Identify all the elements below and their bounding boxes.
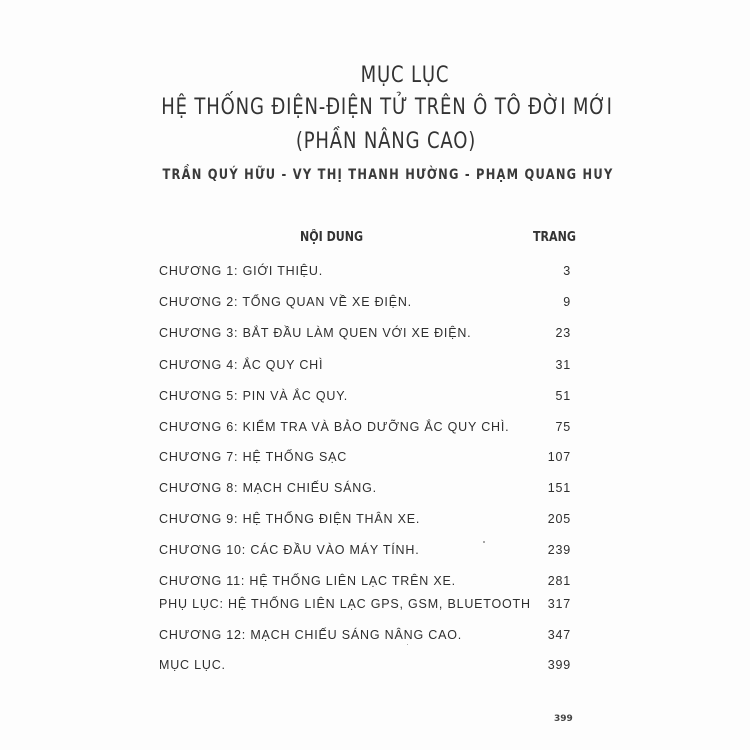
- toc-entry[interactable]: [159, 387, 571, 407]
- toc-entry-page: 347: [547, 628, 571, 642]
- toc-entry-title: CHƯƠNG 11: HỆ THỐNG LIÊN LẠC TRÊN XE.: [159, 574, 456, 588]
- toc-entry-page: 23: [555, 326, 571, 340]
- book-subtitle: (PHẦN NÂNG CAO): [295, 129, 477, 154]
- toc-entry-page: 9: [563, 295, 571, 309]
- toc-entry[interactable]: [159, 656, 571, 676]
- print-speck: [483, 541, 485, 543]
- toc-entry-title: CHƯƠNG 6: KIỂM TRA VÀ BẢO DƯỠNG ẮC QUY CHÌ.: [159, 420, 510, 434]
- toc-entry-page: 205: [547, 512, 571, 526]
- toc-entry-title: PHỤ LỤC: HỆ THỐNG LIÊN LẠC GPS, GSM, BLUETOOTH: [159, 597, 531, 611]
- toc-entry-title: CHƯƠNG 1: GIỚI THIỆU.: [159, 264, 323, 278]
- toc-entry-page: 51: [555, 389, 571, 403]
- toc-entry-page: 317: [547, 597, 571, 611]
- toc-entry-page: 281: [547, 574, 571, 588]
- toc-entry[interactable]: [159, 356, 571, 376]
- toc-entry-title: MỤC LỤC.: [159, 658, 226, 672]
- toc-entry-title: CHƯƠNG 5: PIN VÀ ẮC QUY.: [159, 389, 349, 403]
- toc-entry[interactable]: [159, 262, 571, 282]
- toc-entry-title: CHƯƠNG 3: BẮT ĐẦU LÀM QUEN VỚI XE ĐIỆN.: [159, 326, 472, 340]
- print-speck: [407, 644, 408, 645]
- toc-entry-page: 399: [547, 658, 571, 672]
- toc-entry-page: 3: [563, 264, 571, 278]
- column-header-page: TRANG: [533, 230, 576, 245]
- toc-entry-page: 239: [547, 543, 571, 557]
- toc-entry-title: CHƯƠNG 9: HỆ THỐNG ĐIỆN THÂN XE.: [159, 512, 421, 526]
- page-header: [0, 62, 750, 192]
- toc-entry-page: 75: [555, 420, 571, 434]
- toc-entry[interactable]: [159, 572, 571, 592]
- book-authors: TRẦN QUÝ HỮU - VY THỊ THANH HƯỜNG - PHẠM QUANG HUY: [162, 167, 614, 183]
- toc-entry[interactable]: [159, 541, 571, 561]
- page-number: 399: [554, 714, 573, 724]
- book-title: HỆ THỐNG ĐIỆN-ĐIỆN TỬ TRÊN Ô TÔ ĐỜI MỚI: [161, 95, 613, 120]
- toc-entry[interactable]: [159, 595, 571, 615]
- toc-entry-page: 151: [547, 481, 571, 495]
- toc-entry-title: CHƯƠNG 10: CÁC ĐẦU VÀO MÁY TÍNH.: [159, 543, 420, 557]
- column-header-content: NỘI DUNG: [300, 230, 364, 245]
- toc-entry-title: CHƯƠNG 7: HỆ THỐNG SẠC: [159, 450, 348, 464]
- toc-entry[interactable]: [159, 324, 571, 344]
- toc-entry-title: CHƯƠNG 8: MẠCH CHIẾU SÁNG.: [159, 481, 377, 495]
- toc-entry-page: 107: [547, 450, 571, 464]
- toc-entry[interactable]: [159, 626, 571, 646]
- toc-entry[interactable]: [159, 510, 571, 530]
- toc-entry[interactable]: [159, 479, 571, 499]
- page-title: MỤC LỤC: [360, 63, 450, 88]
- toc-entry[interactable]: [159, 418, 571, 438]
- toc-entry-title: CHƯƠNG 2: TỔNG QUAN VỀ XE ĐIỆN.: [159, 295, 412, 309]
- toc-entry-page: 31: [555, 358, 571, 372]
- toc-entry[interactable]: [159, 293, 571, 313]
- toc-entry[interactable]: [159, 448, 571, 468]
- toc-entry-title: CHƯƠNG 12: MẠCH CHIẾU SÁNG NÂNG CAO.: [159, 628, 463, 642]
- toc-entry-title: CHƯƠNG 4: ẮC QUY CHÌ: [159, 358, 324, 372]
